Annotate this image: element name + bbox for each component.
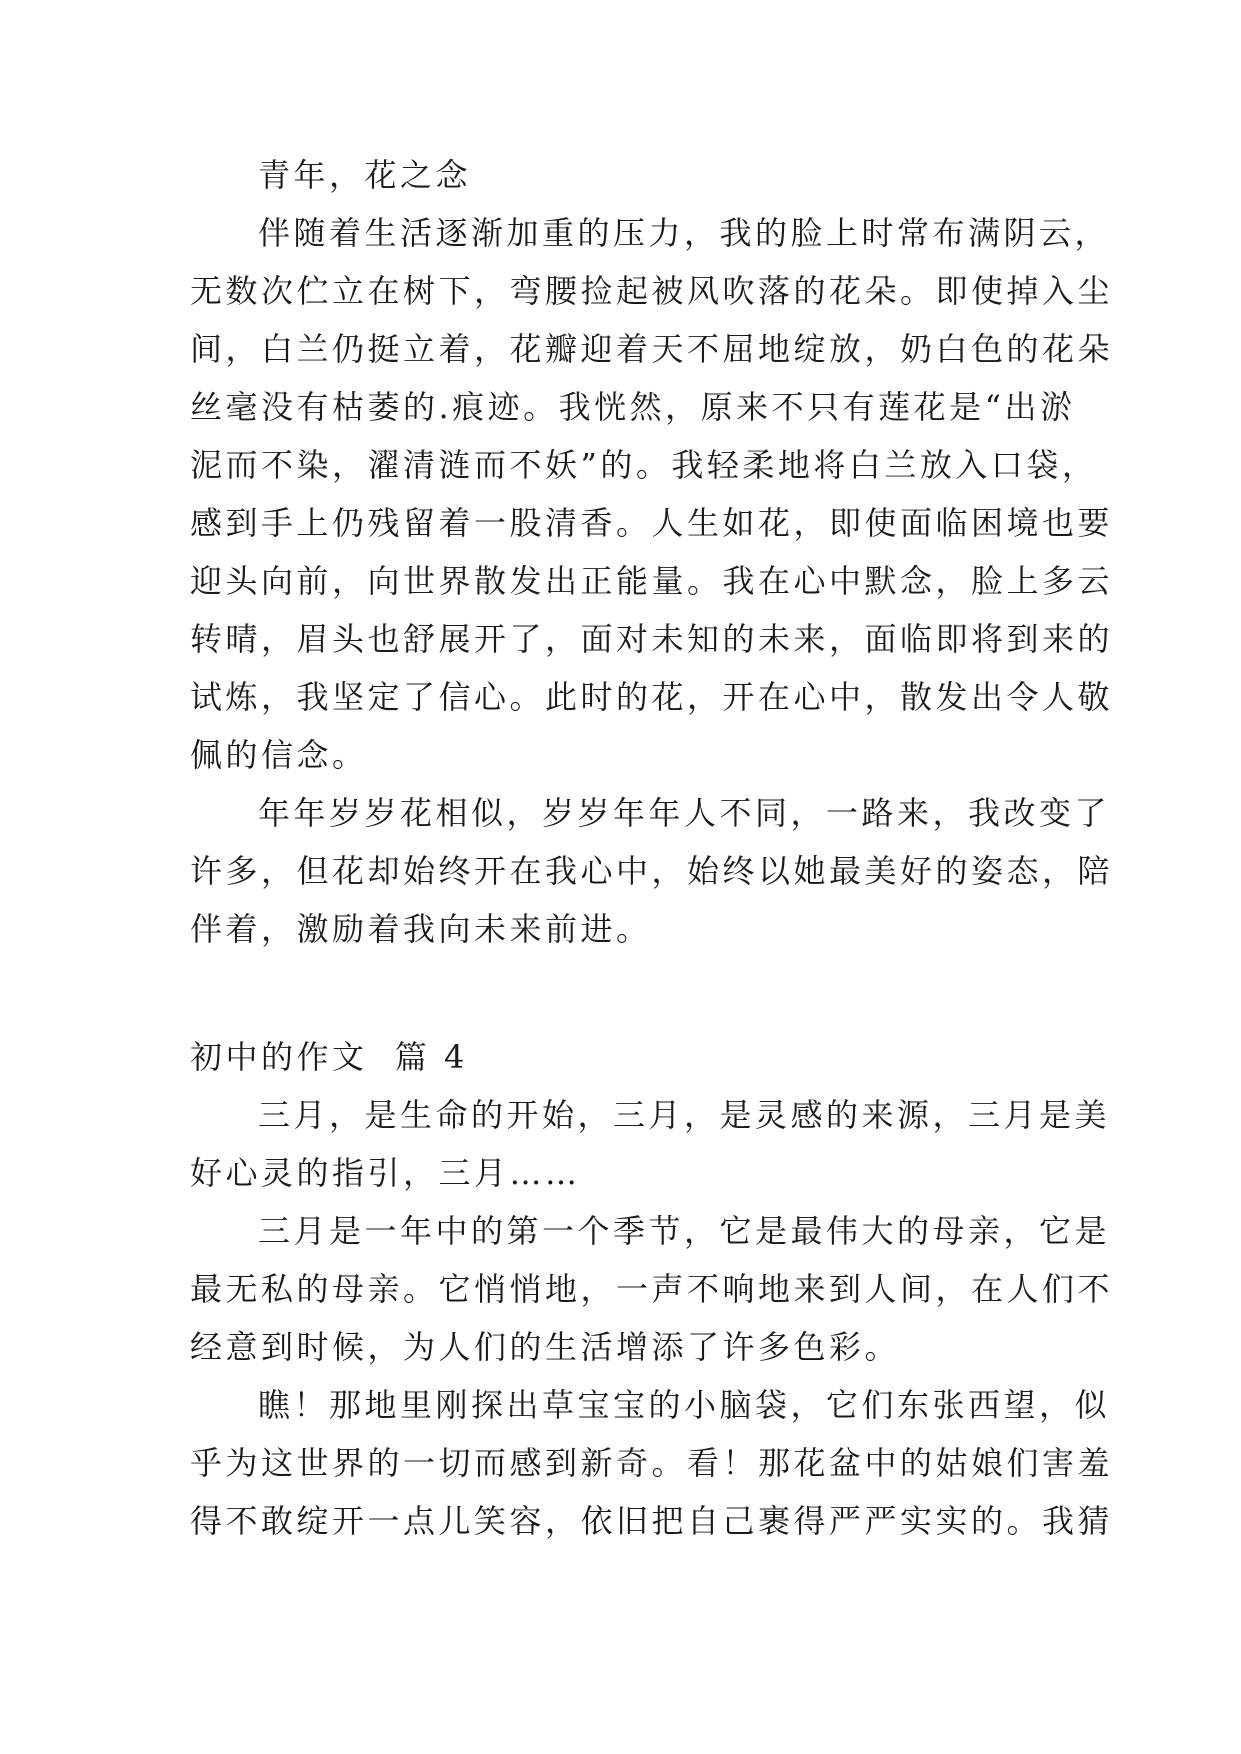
text-line: 经意到时候，为人们的生活增添了许多色彩。 [190, 1328, 901, 1366]
text-line: 伴着，激励着我向未来前进。 [190, 910, 652, 948]
text-line: 伴随着生活逐渐加重的压力，我的脸上时常布满阴云， [258, 214, 1111, 252]
text-line: 三月，是生命的开始，三月，是灵感的来源，三月是美 [258, 1096, 1111, 1134]
text-line: 瞧！那地里刚探出草宝宝的小脑袋，它们东张西望，似 [258, 1386, 1111, 1424]
text-line: 感到手上仍残留着一股清香。人生如花，即使面临困境也要 [190, 504, 1114, 542]
paragraph [190, 784, 1114, 958]
essay-title: 青年，花之念 [258, 156, 472, 194]
text-line: 间，白兰仍挺立着，花瓣迎着天不屈地绽放，奶白色的花朵 [190, 330, 1114, 368]
paragraph [190, 204, 1114, 784]
paragraph [190, 1202, 1114, 1376]
text-line: 迎头向前，向世界散发出正能量。我在心中默念，脸上多云 [190, 562, 1114, 600]
text-line: 三月是一年中的第一个季节，它是最伟大的母亲，它是 [258, 1212, 1111, 1250]
text-line: 无数次伫立在树下，弯腰捡起被风吹落的花朵。即使掉入尘 [190, 272, 1114, 310]
essay-heading: 初中的作文 篇 4 [190, 1038, 468, 1076]
text-line: 转晴，眉头也舒展开了，面对未知的未来，面临即将到来的 [190, 620, 1114, 658]
text-line: 最无私的母亲。它悄悄地，一声不响地来到人间，在人们不 [190, 1270, 1114, 1308]
paragraph [190, 1376, 1114, 1550]
text-line: 试炼，我坚定了信心。此时的花，开在心中，散发出令人敬 [190, 678, 1114, 716]
text-line: 泥而不染，濯清涟而不妖”的。我轻柔地将白兰放入口袋， [190, 446, 1098, 484]
text-line: 丝毫没有枯萎的.痕迹。我恍然，原来不只有莲花是“出淤 [190, 388, 1076, 426]
text-line: 好心灵的指引，三月…… [190, 1154, 581, 1192]
text-line: 佩的信念。 [190, 736, 368, 774]
text-line: 年年岁岁花相似，岁岁年年人不同，一路来，我改变了 [258, 794, 1111, 832]
text-line: 乎为这世界的一切而感到新奇。看！那花盆中的姑娘们害羞 [190, 1444, 1114, 1482]
section-essay-3 [190, 146, 1114, 958]
text-line: 许多，但花却始终开在我心中，始终以她最美好的姿态，陪 [190, 852, 1114, 890]
section-essay-4 [190, 1028, 1114, 1550]
paragraph [190, 1086, 1111, 1202]
text-line: 得不敢绽开一点儿笑容，依旧把自己裹得严严实实的。我猜 [190, 1502, 1114, 1540]
